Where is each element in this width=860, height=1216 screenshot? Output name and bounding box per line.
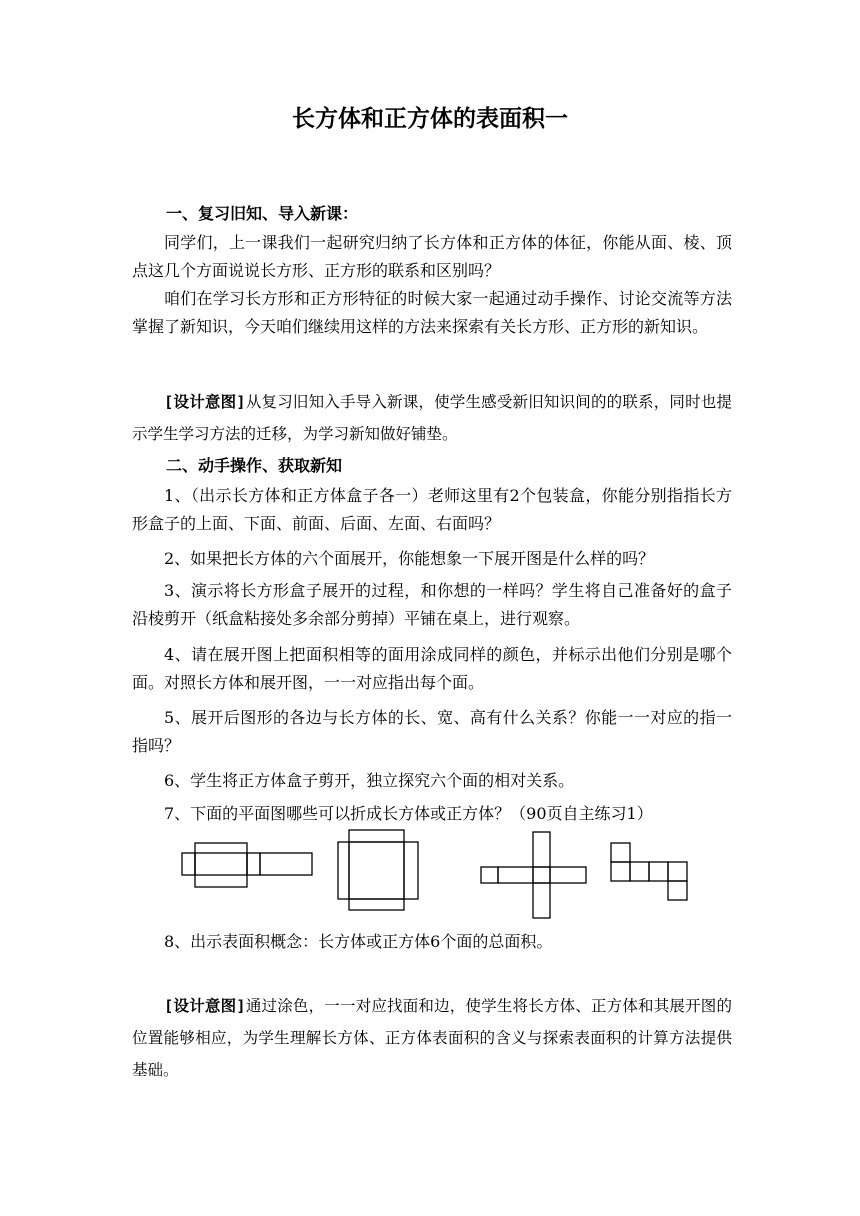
step-2: 2、如果把长方体的六个面展开，你能想象一下展开图是什么样的吗？ — [164, 549, 655, 568]
step-3: 3、演示将长方形盒子展开的过程，和你想的一样吗？学生将自己准备好的盒子沿棱剪开（纸盒粘接处多余部分剪掉）平铺在桌上，进行观察。 — [132, 581, 732, 628]
design-intent-text: 通过涂色，一一对应找面和边，使学生将长方体、正方体和其展开图的位置能够相应，为学生理解长方体、正方体表面积的含义与探索表面积的计算方法提供基础。 — [132, 997, 732, 1079]
step-1: 1、（出示长方体和正方体盒子各一）老师这里有2个包装盒，你能分别指指长方形盒子的上面、下面、前面、后面、左面、右面吗？ — [132, 486, 732, 533]
design-intent-tag: [设计意图] — [164, 393, 246, 411]
section-1-paragraph-2: 咱们在学习长方形和正方形特征的时候大家一起通过动手操作、讨论交流等方法掌握了新知识，今天咱们继续用这样的方法来探索有关长方形、正方形的新知识。 — [132, 289, 732, 336]
section-1-paragraph-1: 同学们，上一课我们一起研究归纳了长方体和正方体的体征，你能从面、棱、顶点这几个方面说说长方形、正方形的联系和区别吗？ — [132, 233, 732, 280]
section-2-heading: 二、动手操作、获取新知 — [166, 456, 343, 475]
step-8: 8、出示表面积概念：长方体或正方体6个面的总面积。 — [164, 932, 553, 951]
step-7: 7、下面的平面图哪些可以折成长方体或正方体？（90页自主练习1） — [164, 804, 653, 823]
net-2 — [338, 830, 418, 910]
section-1-heading: 一、复习旧知、导入新课： — [166, 204, 359, 223]
design-intent-text: 从复习旧知入手导入新课，使学生感受新旧知识间的的联系，同时也提示学生学习方法的迁移，为学习新知做好铺垫。 — [132, 393, 732, 443]
design-intent-tag: [设计意图] — [164, 997, 246, 1015]
document-title: 长方体和正方体的表面积一 — [292, 106, 568, 132]
step-6: 6、学生将正方体盒子剪开，独立探究六个面的相对关系。 — [164, 771, 575, 790]
net-3 — [481, 832, 586, 918]
section-2-design-intent — [132, 990, 732, 1086]
step-5: 5、展开后图形的各边与长方体的长、宽、高有什么关系？你能一一对应的指一指吗？ — [132, 708, 732, 755]
net-4 — [611, 843, 687, 900]
section-1-design-intent — [132, 386, 732, 450]
step-4: 4、请在展开图上把面积相等的面用涂成同样的颜色，并标示出他们分别是哪个面。对照长方体和展开图，一一对应指出每个面。 — [132, 645, 732, 692]
net-1 — [182, 843, 312, 887]
